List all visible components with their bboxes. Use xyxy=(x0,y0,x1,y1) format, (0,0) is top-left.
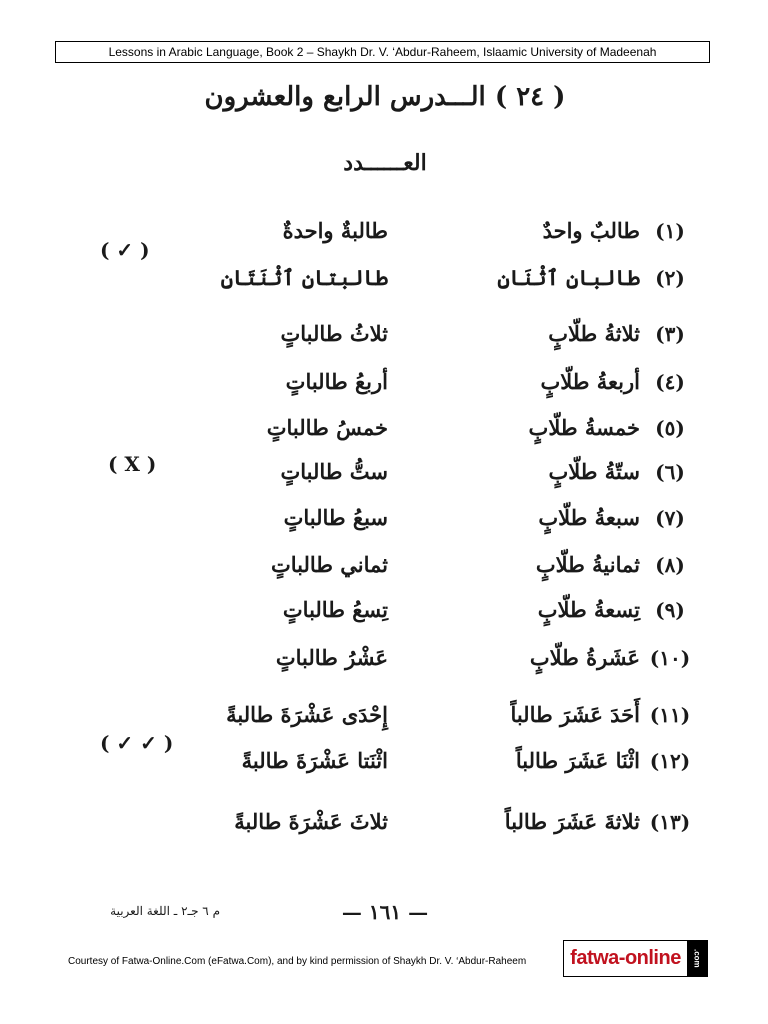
fatwa-online-logo[interactable] xyxy=(563,940,708,977)
number-row-11 xyxy=(0,695,768,735)
number-row-13 xyxy=(0,802,768,842)
number-row-8 xyxy=(0,545,768,585)
row-number: (١٣) xyxy=(649,810,691,834)
header-text: Lessons in Arabic Language, Book 2 – Shaykh Dr. V. ‘Abdur-Raheem, Islaamic University of Madeenah xyxy=(108,45,657,59)
masculine-phrase: سبعةُ طلّابٍ xyxy=(538,505,640,530)
row-number: (٦) xyxy=(655,460,685,484)
row-number: (٥) xyxy=(655,416,685,440)
masculine-phrase: أربعةُ طلّابٍ xyxy=(540,369,640,394)
masculine-phrase: ثلاثةَ عَشَرَ طالباً xyxy=(504,809,640,834)
check-mark-group-1: ( ✓ ) xyxy=(100,238,150,262)
masculine-phrase: ستّةُ طلّابٍ xyxy=(548,459,640,484)
row-number: (٩) xyxy=(655,598,685,622)
masculine-phrase: طالبٌ واحدٌ xyxy=(542,218,640,243)
feminine-phrase: عَشْرُ طالباتٍ xyxy=(275,645,388,670)
feminine-phrase: اثْنَتا عَشْرَةَ طالبةً xyxy=(241,748,388,773)
lesson-title: ( ٢٤ ) الـــدرس الرابع والعشرون xyxy=(204,82,566,112)
masculine-phrase: ثمانيةُ طلّابٍ xyxy=(535,552,640,577)
feminine-phrase: طالبتانِ ٱثْنَتَانِ xyxy=(220,265,388,290)
lesson-subtitle: العــــــدد xyxy=(343,150,427,176)
number-row-3 xyxy=(0,314,768,354)
feminine-phrase: ثلاثَ عَشْرَةَ طالبةً xyxy=(234,809,388,834)
masculine-phrase: خمسةُ طلّابٍ xyxy=(528,415,640,440)
row-number: (١) xyxy=(655,219,685,243)
feminine-phrase: أربعُ طالباتٍ xyxy=(285,369,388,394)
masculine-phrase: اثْنَا عَشَرَ طالباً xyxy=(515,748,640,773)
masculine-phrase: ثلاثةُ طلّابٍ xyxy=(548,321,640,346)
row-number: (٨) xyxy=(655,553,685,577)
logo-text: fatwa-online xyxy=(570,947,681,969)
masculine-phrase: طالبانِ ٱثْنَانِ xyxy=(497,265,640,290)
row-number: (١٠) xyxy=(649,646,691,670)
feminine-phrase: خمسُ طالباتٍ xyxy=(266,415,388,440)
page-number: — ١٦١ — xyxy=(341,900,429,924)
feminine-phrase: ثماني طالباتٍ xyxy=(270,552,388,577)
number-row-4 xyxy=(0,362,768,402)
feminine-phrase: طالبةٌ واحدةٌ xyxy=(282,218,388,243)
document-header xyxy=(55,41,710,63)
masculine-phrase: عَشَرةُ طلّابٍ xyxy=(529,645,640,670)
row-number: (١٢) xyxy=(649,749,691,773)
row-number: (٢) xyxy=(655,266,685,290)
row-number: (١١) xyxy=(649,703,691,727)
number-row-10 xyxy=(0,638,768,678)
row-number: (٤) xyxy=(655,370,685,394)
double-check-mark-group-3: ( ✓ ✓ ) xyxy=(100,731,174,755)
number-row-7 xyxy=(0,498,768,538)
x-mark-group-2: ( X ) xyxy=(108,452,157,476)
logo-com-suffix: .com xyxy=(687,941,707,976)
feminine-phrase: إِحْدَى عَشْرَةَ طالبةً xyxy=(226,702,388,727)
feminine-phrase: ستُّ طالباتٍ xyxy=(280,459,388,484)
feminine-phrase: تِسعُ طالباتٍ xyxy=(282,597,388,622)
courtesy-footer: Courtesy of Fatwa-Online.Com (eFatwa.Com), and by kind permission of Shaykh Dr. V. ‘Abdur-Raheem xyxy=(68,956,527,967)
feminine-phrase: سبعُ طالباتٍ xyxy=(283,505,388,530)
number-row-5 xyxy=(0,408,768,448)
number-row-2 xyxy=(0,258,768,298)
masculine-phrase: تِسعةُ طلّابٍ xyxy=(537,597,640,622)
running-footer: م ٦ جـ٢ ـ اللغة العربية xyxy=(110,904,220,918)
masculine-phrase: أَحَدَ عَشَرَ طالباً xyxy=(510,702,640,727)
row-number: (٧) xyxy=(655,506,685,530)
row-number: (٣) xyxy=(655,322,685,346)
feminine-phrase: ثلاثُ طالباتٍ xyxy=(280,321,388,346)
number-row-9 xyxy=(0,590,768,630)
